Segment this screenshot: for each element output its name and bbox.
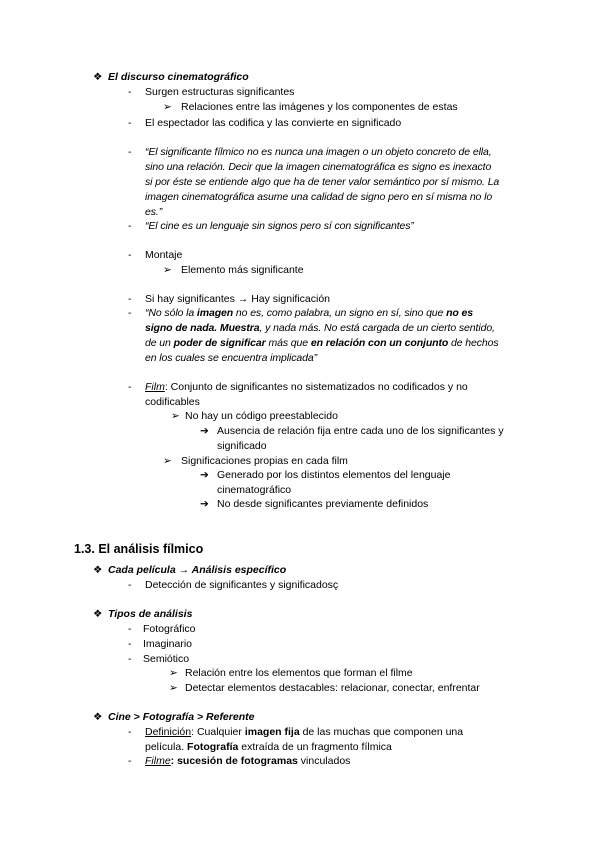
quote-line: es.”: [145, 206, 163, 218]
list-item: No desde significantes previamente definidos: [217, 498, 429, 510]
dash-bullet: -: [128, 579, 132, 591]
right-arrow-icon: ➔: [200, 498, 209, 510]
list-item: Semiótico: [143, 653, 190, 665]
diamond-bullet-icon: ❖: [93, 608, 103, 620]
dash-bullet: -: [128, 623, 132, 635]
quote-line: “No sólo la imagen no es, como palabra, un signo en sí, sino que no es: [145, 307, 474, 319]
list-item: Significaciones propias en cada film: [181, 455, 348, 467]
dash-bullet: -: [128, 86, 132, 98]
list-item: película. Fotografía extraída de un fragmento fílmica: [145, 741, 392, 753]
list-item: Elemento más significante: [181, 264, 304, 276]
subsection-heading: Cada película → Análisis específico: [108, 564, 287, 576]
section-heading: El discurso cinematográfico: [108, 71, 249, 83]
dash-bullet: -: [128, 146, 132, 158]
quote-line: signo de nada. Muestra, y nada más. No está cargada de un cierto sentido,: [145, 322, 495, 334]
list-item: El espectador las codifica y las convierte en significado: [145, 117, 402, 129]
list-item: Filme: sucesión de fotogramas vinculados: [145, 755, 351, 767]
right-arrow-icon: ➔: [200, 469, 209, 481]
list-item: significado: [217, 440, 267, 452]
list-item: Detección de significantes y significadosç: [145, 579, 339, 591]
dash-bullet: -: [128, 653, 132, 665]
list-item: Definición: Cualquier imagen fija de las muchas que componen una: [145, 726, 464, 738]
list-item: Si hay significantes → Hay significación: [145, 293, 331, 305]
arrow-bullet-icon: ➢: [163, 264, 172, 276]
quote-line: “El significante fílmico no es nunca una imagen o un objeto concreto de ella,: [145, 146, 492, 158]
quote-line: imagen cinematográfica asume una calidad de signo pero en sí misma no lo: [145, 191, 493, 203]
dash-bullet: -: [128, 117, 132, 129]
list-item: Film: Conjunto de significantes no sistematizados no codificados y no: [145, 381, 468, 393]
dash-bullet: -: [128, 638, 132, 650]
quote-line: sino una relación. Decir que la imagen cinematográfica es signo es inexacto: [145, 161, 492, 173]
subsection-heading: Tipos de análisis: [108, 608, 193, 620]
list-item: No hay un código preestablecido: [185, 410, 338, 422]
diamond-bullet-icon: ❖: [93, 711, 103, 723]
section-title: 1.3. El análisis fílmico: [74, 542, 204, 556]
diamond-bullet-icon: ❖: [93, 71, 103, 83]
dash-bullet: -: [128, 381, 132, 393]
dash-bullet: -: [128, 726, 132, 738]
list-item: Fotográfico: [143, 623, 196, 635]
list-item: Montaje: [145, 249, 183, 261]
arrow-bullet-icon: ➢: [169, 667, 178, 679]
arrow-bullet-icon: ➢: [171, 410, 180, 422]
quote-line: si por éste se entiende algo que ha de tener valor semántico por sí mismo. La: [145, 176, 500, 188]
list-item: Imaginario: [143, 638, 193, 650]
quote-line: “El cine es un lenguaje sin signos pero sí con significantes”: [145, 220, 414, 232]
list-item: Relación entre los elementos que forman el filme: [185, 667, 413, 679]
list-item: codificables: [145, 396, 200, 408]
arrow-bullet-icon: ➢: [169, 682, 178, 694]
subsection-heading: Cine > Fotografía > Referente: [108, 711, 255, 723]
arrow-bullet-icon: ➢: [163, 455, 172, 467]
list-item: Relaciones entre las imágenes y los componentes de estas: [181, 101, 458, 113]
diamond-bullet-icon: ❖: [93, 564, 103, 576]
right-arrow-icon: ➔: [200, 425, 209, 437]
list-item: Ausencia de relación fija entre cada uno de los significantes y: [217, 425, 504, 437]
arrow-bullet-icon: ➢: [163, 101, 172, 113]
list-item: cinematográfico: [217, 484, 292, 496]
list-item: Generado por los distintos elementos del lenguaje: [217, 469, 451, 481]
dash-bullet: -: [128, 249, 132, 261]
quote-line: de un poder de significar más que en relación con un conjunto de hechos: [145, 337, 499, 349]
list-item: Surgen estructuras significantes: [145, 86, 295, 98]
dash-bullet: -: [128, 307, 132, 319]
list-item: Detectar elementos destacables: relacionar, conectar, enfrentar: [185, 682, 480, 694]
dash-bullet: -: [128, 755, 132, 767]
dash-bullet: -: [128, 293, 132, 305]
dash-bullet: -: [128, 220, 132, 232]
quote-line: en los cuales se encuentra implicada”: [145, 352, 317, 364]
